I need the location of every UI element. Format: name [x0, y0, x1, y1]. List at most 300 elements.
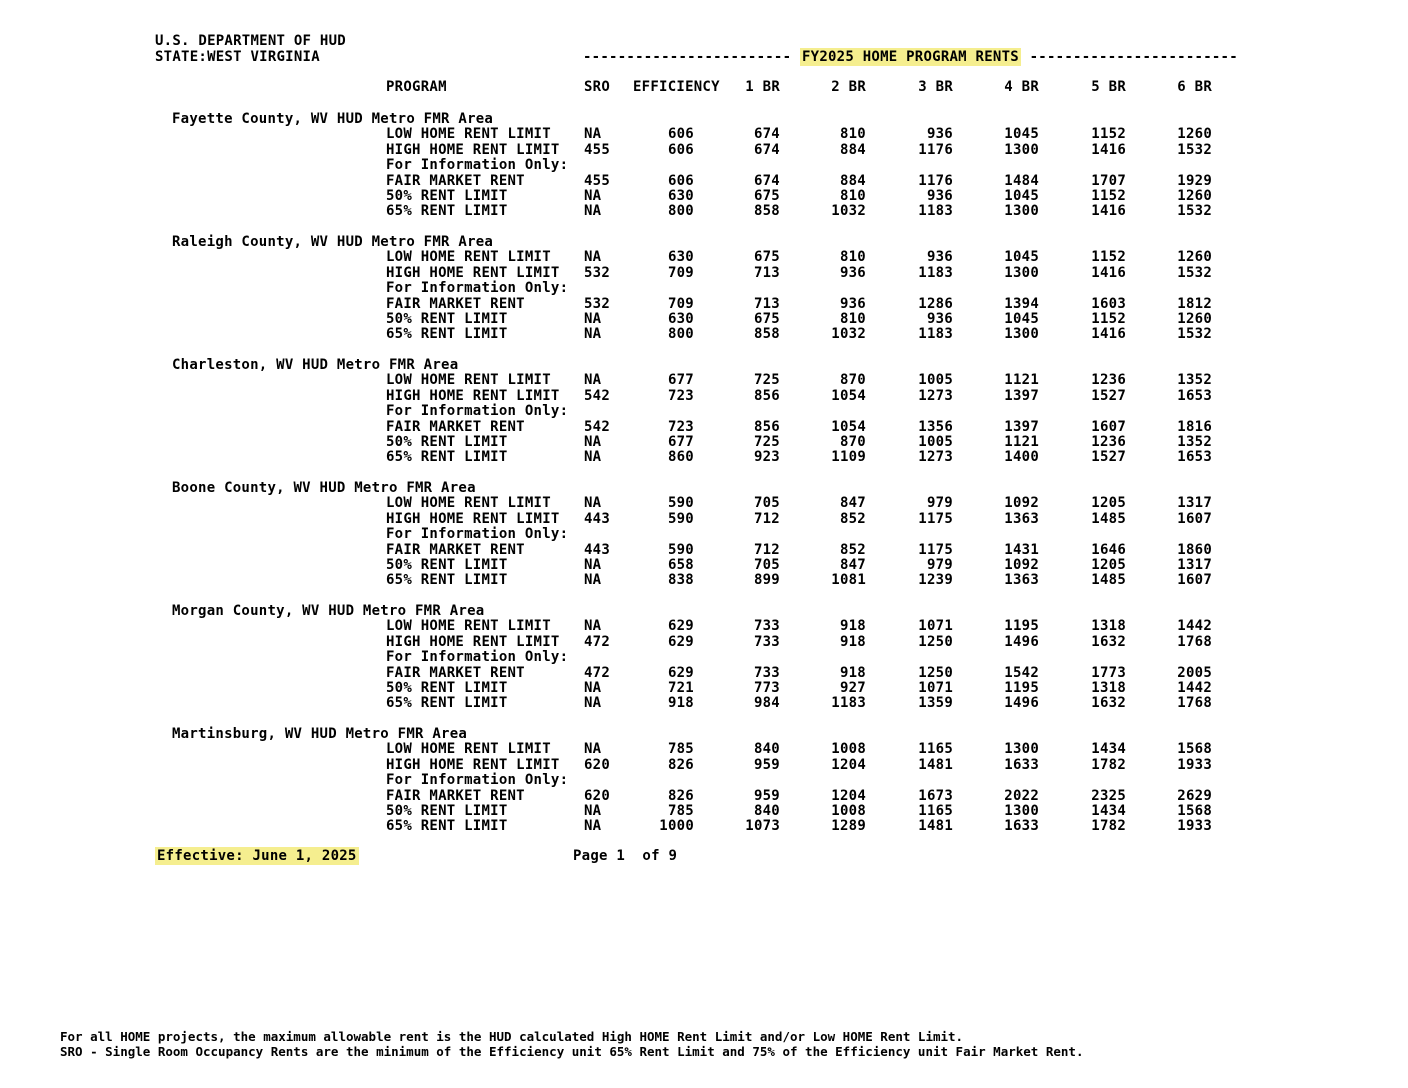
area-title: Morgan County, WV HUD Metro FMR Area: [172, 603, 485, 619]
row-label: 50% RENT LIMIT: [386, 803, 508, 819]
rent-row: [0, 142, 1408, 158]
cell-4br: 1633: [1004, 756, 1039, 773]
cell-3br: 1005: [918, 434, 953, 450]
report-title-line: [583, 49, 1238, 65]
col-1br: 1 BR: [745, 79, 780, 95]
cell-sro: NA: [584, 434, 602, 450]
cell-efficiency: 629: [667, 618, 694, 635]
cell-4br: 1633: [1004, 818, 1039, 835]
cell-3br: 1359: [918, 695, 953, 712]
cell-2br: 852: [839, 541, 866, 558]
cell-3br: 1239: [918, 572, 953, 589]
cell-4br: 1045: [1004, 126, 1039, 143]
rent-row: [0, 618, 1408, 634]
cell-2br: 847: [839, 495, 866, 512]
cell-5br: 1485: [1091, 510, 1126, 527]
cell-3br: 1183: [918, 264, 953, 281]
cell-6br: 1816: [1177, 418, 1212, 435]
cell-3br: 1273: [918, 449, 953, 466]
cell-2br: 1008: [831, 803, 866, 819]
cell-5br: 1205: [1091, 557, 1126, 573]
cell-4br: 1397: [1004, 387, 1039, 404]
cell-2br: 870: [839, 434, 866, 450]
column-header-row: [0, 79, 1408, 95]
row-label: HIGH HOME RENT LIMIT: [386, 633, 560, 650]
area-title: Boone County, WV HUD Metro FMR Area: [172, 480, 476, 496]
row-label: LOW HOME RENT LIMIT: [386, 495, 551, 512]
cell-4br: 1300: [1004, 141, 1039, 158]
cell-1br: 840: [753, 803, 780, 819]
cell-6br: 1933: [1177, 756, 1212, 773]
cell-5br: 1527: [1091, 449, 1126, 466]
area-title: Charleston, WV HUD Metro FMR Area: [172, 357, 459, 373]
cell-2br: 1204: [831, 787, 866, 804]
row-label: LOW HOME RENT LIMIT: [386, 618, 551, 635]
rent-row: [0, 495, 1408, 511]
area-title-row: [0, 111, 1408, 127]
cell-efficiency: 709: [667, 264, 694, 281]
cell-sro: 472: [584, 633, 611, 650]
cell-1br: 856: [753, 387, 780, 404]
row-label: LOW HOME RENT LIMIT: [386, 126, 551, 143]
area-title: Raleigh County, WV HUD Metro FMR Area: [172, 234, 494, 250]
cell-6br: 1317: [1177, 557, 1212, 573]
cell-sro: 455: [584, 141, 611, 158]
cell-6br: 1352: [1177, 372, 1212, 389]
cell-sro: NA: [584, 311, 602, 327]
cell-6br: 1860: [1177, 541, 1212, 558]
agency-title: U.S. DEPARTMENT OF HUD: [155, 33, 346, 49]
cell-sro: NA: [584, 803, 602, 819]
rent-row: [0, 788, 1408, 804]
row-label: FAIR MARKET RENT: [386, 787, 525, 804]
cell-4br: 1045: [1004, 249, 1039, 266]
rent-row: [0, 649, 1408, 665]
cell-efficiency: 800: [667, 203, 694, 220]
cell-1br: 733: [753, 633, 780, 650]
cell-sro: NA: [584, 695, 602, 712]
rent-row: [0, 388, 1408, 404]
cell-3br: 1071: [918, 680, 953, 696]
cell-1br: 733: [753, 664, 780, 681]
cell-4br: 1496: [1004, 695, 1039, 712]
cell-1br: 840: [753, 741, 780, 758]
cell-sro: NA: [584, 557, 602, 573]
cell-5br: 1646: [1091, 541, 1126, 558]
cell-2br: 810: [839, 126, 866, 143]
cell-sro: 532: [584, 295, 611, 312]
cell-efficiency: 590: [667, 541, 694, 558]
cell-2br: 1081: [831, 572, 866, 589]
state-label: STATE:WEST VIRGINIA: [155, 49, 320, 65]
cell-2br: 1109: [831, 449, 866, 466]
cell-5br: 1773: [1091, 664, 1126, 681]
row-label: HIGH HOME RENT LIMIT: [386, 141, 560, 158]
cell-3br: 1071: [918, 618, 953, 635]
cell-efficiency: 826: [667, 756, 694, 773]
rent-row: [0, 557, 1408, 573]
cell-6br: 1442: [1177, 618, 1212, 635]
row-label: 65% RENT LIMIT: [386, 818, 508, 835]
cell-4br: 1363: [1004, 510, 1039, 527]
cell-6br: 1568: [1177, 741, 1212, 758]
cell-6br: 2629: [1177, 787, 1212, 804]
row-label: 50% RENT LIMIT: [386, 188, 508, 204]
cell-sro: NA: [584, 741, 602, 758]
page-indicator: Page 1 of 9: [573, 848, 678, 864]
footnote-sro: SRO - Single Room Occupancy Rents are the minimum of the Efficiency unit 65% Rent Limit and 75% of the Efficiency unit Fair Market Rent.: [60, 1044, 1084, 1059]
cell-1br: 674: [753, 126, 780, 143]
rent-row: [0, 372, 1408, 388]
cell-3br: 1005: [918, 372, 953, 389]
row-label: 65% RENT LIMIT: [386, 326, 508, 343]
cell-6br: 1768: [1177, 633, 1212, 650]
cell-sro: NA: [584, 618, 602, 635]
rent-row: [0, 572, 1408, 588]
cell-2br: 1054: [831, 387, 866, 404]
cell-5br: 1152: [1091, 311, 1126, 327]
cell-efficiency: 785: [667, 741, 694, 758]
row-label: 65% RENT LIMIT: [386, 203, 508, 220]
cell-6br: 1260: [1177, 311, 1212, 327]
cell-5br: 1527: [1091, 387, 1126, 404]
cell-4br: 1300: [1004, 741, 1039, 758]
row-label: LOW HOME RENT LIMIT: [386, 741, 551, 758]
cell-1br: 705: [753, 495, 780, 512]
cell-4br: 1363: [1004, 572, 1039, 589]
effective-date: Effective: June 1, 2025: [157, 848, 357, 864]
cell-efficiency: 630: [667, 188, 694, 204]
row-label: 65% RENT LIMIT: [386, 449, 508, 466]
row-label: For Information Only:: [386, 772, 569, 789]
cell-efficiency: 629: [667, 633, 694, 650]
cell-6br: 1653: [1177, 387, 1212, 404]
col-program: PROGRAM: [386, 79, 447, 95]
cell-1br: 674: [753, 172, 780, 189]
rent-row: [0, 757, 1408, 773]
rent-row: [0, 526, 1408, 542]
cell-5br: 1632: [1091, 695, 1126, 712]
cell-6br: 2005: [1177, 664, 1212, 681]
cell-4br: 1300: [1004, 326, 1039, 343]
rent-row: [0, 157, 1408, 173]
cell-5br: 1782: [1091, 818, 1126, 835]
cell-6br: 1607: [1177, 572, 1212, 589]
footnote-home-line: [0, 1029, 1408, 1045]
area-title-row: [0, 357, 1408, 373]
cell-4br: 1121: [1004, 372, 1039, 389]
area-title-row: [0, 480, 1408, 496]
cell-3br: 979: [926, 557, 953, 573]
cell-efficiency: 629: [667, 664, 694, 681]
cell-3br: 1273: [918, 387, 953, 404]
rent-row: [0, 326, 1408, 342]
cell-efficiency: 606: [667, 126, 694, 143]
cell-6br: 1929: [1177, 172, 1212, 189]
col-2br: 2 BR: [831, 79, 866, 95]
cell-1br: 675: [753, 188, 780, 204]
rent-row: [0, 173, 1408, 189]
rent-row: [0, 803, 1408, 819]
rent-row: [0, 249, 1408, 265]
cell-5br: 1152: [1091, 249, 1126, 266]
cell-5br: 1416: [1091, 203, 1126, 220]
cell-2br: 1054: [831, 418, 866, 435]
cell-4br: 1195: [1004, 618, 1039, 635]
cell-4br: 1300: [1004, 264, 1039, 281]
cell-1br: 984: [753, 695, 780, 712]
cell-sro: NA: [584, 495, 602, 512]
row-label: 65% RENT LIMIT: [386, 572, 508, 589]
rent-row: [0, 542, 1408, 558]
cell-4br: 1431: [1004, 541, 1039, 558]
cell-3br: 1165: [918, 741, 953, 758]
cell-2br: 810: [839, 311, 866, 327]
cell-1br: 705: [753, 557, 780, 573]
rent-row: [0, 280, 1408, 296]
col-4br: 4 BR: [1004, 79, 1039, 95]
cell-6br: 1607: [1177, 510, 1212, 527]
cell-3br: 1250: [918, 633, 953, 650]
rent-row: [0, 449, 1408, 465]
cell-efficiency: 630: [667, 311, 694, 327]
cell-4br: 1542: [1004, 664, 1039, 681]
cell-4br: 1397: [1004, 418, 1039, 435]
cell-sro: NA: [584, 249, 602, 266]
cell-5br: 1236: [1091, 372, 1126, 389]
rent-row: [0, 772, 1408, 788]
cell-2br: 1183: [831, 695, 866, 712]
cell-efficiency: 606: [667, 172, 694, 189]
cell-3br: 1175: [918, 510, 953, 527]
cell-5br: 1416: [1091, 326, 1126, 343]
cell-1br: 725: [753, 372, 780, 389]
rent-row: [0, 511, 1408, 527]
cell-2br: 810: [839, 188, 866, 204]
col-sro: SRO: [584, 79, 611, 95]
cell-6br: 1260: [1177, 126, 1212, 143]
cell-2br: 927: [839, 680, 866, 696]
row-label: LOW HOME RENT LIMIT: [386, 249, 551, 266]
col-efficiency: EFFICIENCY: [633, 79, 720, 95]
rent-row: [0, 665, 1408, 681]
cell-1br: 713: [753, 264, 780, 281]
cell-1br: 713: [753, 295, 780, 312]
rent-row: [0, 203, 1408, 219]
cell-3br: 1250: [918, 664, 953, 681]
cell-5br: 1318: [1091, 680, 1126, 696]
row-label: HIGH HOME RENT LIMIT: [386, 264, 560, 281]
cell-1br: 712: [753, 541, 780, 558]
cell-4br: 1300: [1004, 203, 1039, 220]
cell-3br: 1176: [918, 172, 953, 189]
cell-5br: 1236: [1091, 434, 1126, 450]
cell-5br: 1152: [1091, 126, 1126, 143]
cell-2br: 884: [839, 172, 866, 189]
rent-row: [0, 296, 1408, 312]
cell-5br: 1485: [1091, 572, 1126, 589]
rent-row: [0, 818, 1408, 834]
cell-efficiency: 723: [667, 418, 694, 435]
cell-sro: NA: [584, 326, 602, 343]
cell-efficiency: 838: [667, 572, 694, 589]
cell-2br: 847: [839, 557, 866, 573]
cell-1br: 899: [753, 572, 780, 589]
cell-3br: 936: [926, 188, 953, 204]
effective-line: [0, 848, 1408, 864]
cell-3br: 936: [926, 126, 953, 143]
cell-3br: 1183: [918, 203, 953, 220]
cell-6br: 1260: [1177, 188, 1212, 204]
cell-sro: 532: [584, 264, 611, 281]
cell-6br: 1260: [1177, 249, 1212, 266]
cell-efficiency: 630: [667, 249, 694, 266]
cell-sro: NA: [584, 572, 602, 589]
row-label: FAIR MARKET RENT: [386, 295, 525, 312]
cell-6br: 1352: [1177, 434, 1212, 450]
cell-efficiency: 606: [667, 141, 694, 158]
cell-efficiency: 658: [667, 557, 694, 573]
cell-2br: 1032: [831, 326, 866, 343]
row-label: HIGH HOME RENT LIMIT: [386, 756, 560, 773]
cell-efficiency: 826: [667, 787, 694, 804]
cell-5br: 2325: [1091, 787, 1126, 804]
cell-sro: 443: [584, 541, 611, 558]
cell-1br: 773: [753, 680, 780, 696]
cell-5br: 1607: [1091, 418, 1126, 435]
rent-row: [0, 434, 1408, 450]
cell-2br: 852: [839, 510, 866, 527]
cell-1br: 858: [753, 203, 780, 220]
cell-3br: 979: [926, 495, 953, 512]
cell-6br: 1532: [1177, 326, 1212, 343]
rent-row: [0, 126, 1408, 142]
cell-6br: 1768: [1177, 695, 1212, 712]
cell-5br: 1782: [1091, 756, 1126, 773]
cell-3br: 1286: [918, 295, 953, 312]
cell-efficiency: 1000: [659, 818, 694, 835]
title-dashes-right: ------------------------: [1020, 49, 1238, 65]
cell-4br: 1496: [1004, 633, 1039, 650]
row-label: FAIR MARKET RENT: [386, 541, 525, 558]
col-5br: 5 BR: [1091, 79, 1126, 95]
cell-6br: 1442: [1177, 680, 1212, 696]
rent-row: [0, 741, 1408, 757]
cell-2br: 918: [839, 633, 866, 650]
cell-2br: 1032: [831, 203, 866, 220]
cell-sro: NA: [584, 680, 602, 696]
cell-6br: 1532: [1177, 264, 1212, 281]
cell-5br: 1152: [1091, 188, 1126, 204]
cell-efficiency: 860: [667, 449, 694, 466]
cell-2br: 936: [839, 264, 866, 281]
cell-efficiency: 677: [667, 372, 694, 389]
row-label: For Information Only:: [386, 157, 569, 174]
cell-efficiency: 590: [667, 495, 694, 512]
cell-efficiency: 709: [667, 295, 694, 312]
cell-1br: 858: [753, 326, 780, 343]
cell-efficiency: 918: [667, 695, 694, 712]
cell-efficiency: 723: [667, 387, 694, 404]
cell-6br: 1812: [1177, 295, 1212, 312]
row-label: 65% RENT LIMIT: [386, 695, 508, 712]
cell-2br: 870: [839, 372, 866, 389]
cell-1br: 675: [753, 311, 780, 327]
cell-3br: 1183: [918, 326, 953, 343]
cell-2br: 810: [839, 249, 866, 266]
cell-2br: 918: [839, 618, 866, 635]
cell-sro: 620: [584, 756, 611, 773]
cell-4br: 2022: [1004, 787, 1039, 804]
area-title: Fayette County, WV HUD Metro FMR Area: [172, 111, 494, 127]
cell-6br: 1933: [1177, 818, 1212, 835]
cell-4br: 1092: [1004, 495, 1039, 512]
cell-2br: 936: [839, 295, 866, 312]
area-title-row: [0, 603, 1408, 619]
cell-2br: 1289: [831, 818, 866, 835]
cell-6br: 1532: [1177, 141, 1212, 158]
rent-row: [0, 265, 1408, 281]
col-6br: 6 BR: [1177, 79, 1212, 95]
col-3br: 3 BR: [918, 79, 953, 95]
area-title-row: [0, 234, 1408, 250]
cell-2br: 884: [839, 141, 866, 158]
cell-sro: NA: [584, 203, 602, 220]
cell-4br: 1300: [1004, 803, 1039, 819]
cell-sro: 542: [584, 418, 611, 435]
cell-sro: 472: [584, 664, 611, 681]
cell-3br: 1176: [918, 141, 953, 158]
cell-efficiency: 785: [667, 803, 694, 819]
cell-3br: 1165: [918, 803, 953, 819]
footnote-home: For all HOME projects, the maximum allowable rent is the HUD calculated High HOME Rent Limit and/or Low HOME Rent Limit.: [60, 1029, 964, 1044]
cell-5br: 1205: [1091, 495, 1126, 512]
rent-row: [0, 419, 1408, 435]
row-label: FAIR MARKET RENT: [386, 418, 525, 435]
cell-sro: NA: [584, 126, 602, 143]
cell-3br: 1673: [918, 787, 953, 804]
cell-1br: 675: [753, 249, 780, 266]
row-label: 50% RENT LIMIT: [386, 434, 508, 450]
cell-4br: 1121: [1004, 434, 1039, 450]
cell-3br: 1481: [918, 756, 953, 773]
cell-sro: NA: [584, 188, 602, 204]
cell-5br: 1707: [1091, 172, 1126, 189]
agency-line: [0, 33, 1408, 49]
cell-1br: 712: [753, 510, 780, 527]
row-label: LOW HOME RENT LIMIT: [386, 372, 551, 389]
cell-2br: 918: [839, 664, 866, 681]
cell-2br: 1204: [831, 756, 866, 773]
report-title: FY2025 HOME PROGRAM RENTS: [801, 49, 1019, 65]
effective-wrap: [155, 848, 359, 864]
rent-row: [0, 695, 1408, 711]
row-label: 50% RENT LIMIT: [386, 557, 508, 573]
cell-3br: 936: [926, 311, 953, 327]
cell-1br: 959: [753, 756, 780, 773]
cell-5br: 1632: [1091, 633, 1126, 650]
cell-1br: 856: [753, 418, 780, 435]
rent-row: [0, 188, 1408, 204]
cell-5br: 1434: [1091, 803, 1126, 819]
cell-4br: 1045: [1004, 188, 1039, 204]
area-title: Martinsburg, WV HUD Metro FMR Area: [172, 726, 468, 742]
cell-efficiency: 590: [667, 510, 694, 527]
cell-1br: 725: [753, 434, 780, 450]
cell-6br: 1653: [1177, 449, 1212, 466]
row-label: FAIR MARKET RENT: [386, 664, 525, 681]
row-label: 50% RENT LIMIT: [386, 680, 508, 696]
